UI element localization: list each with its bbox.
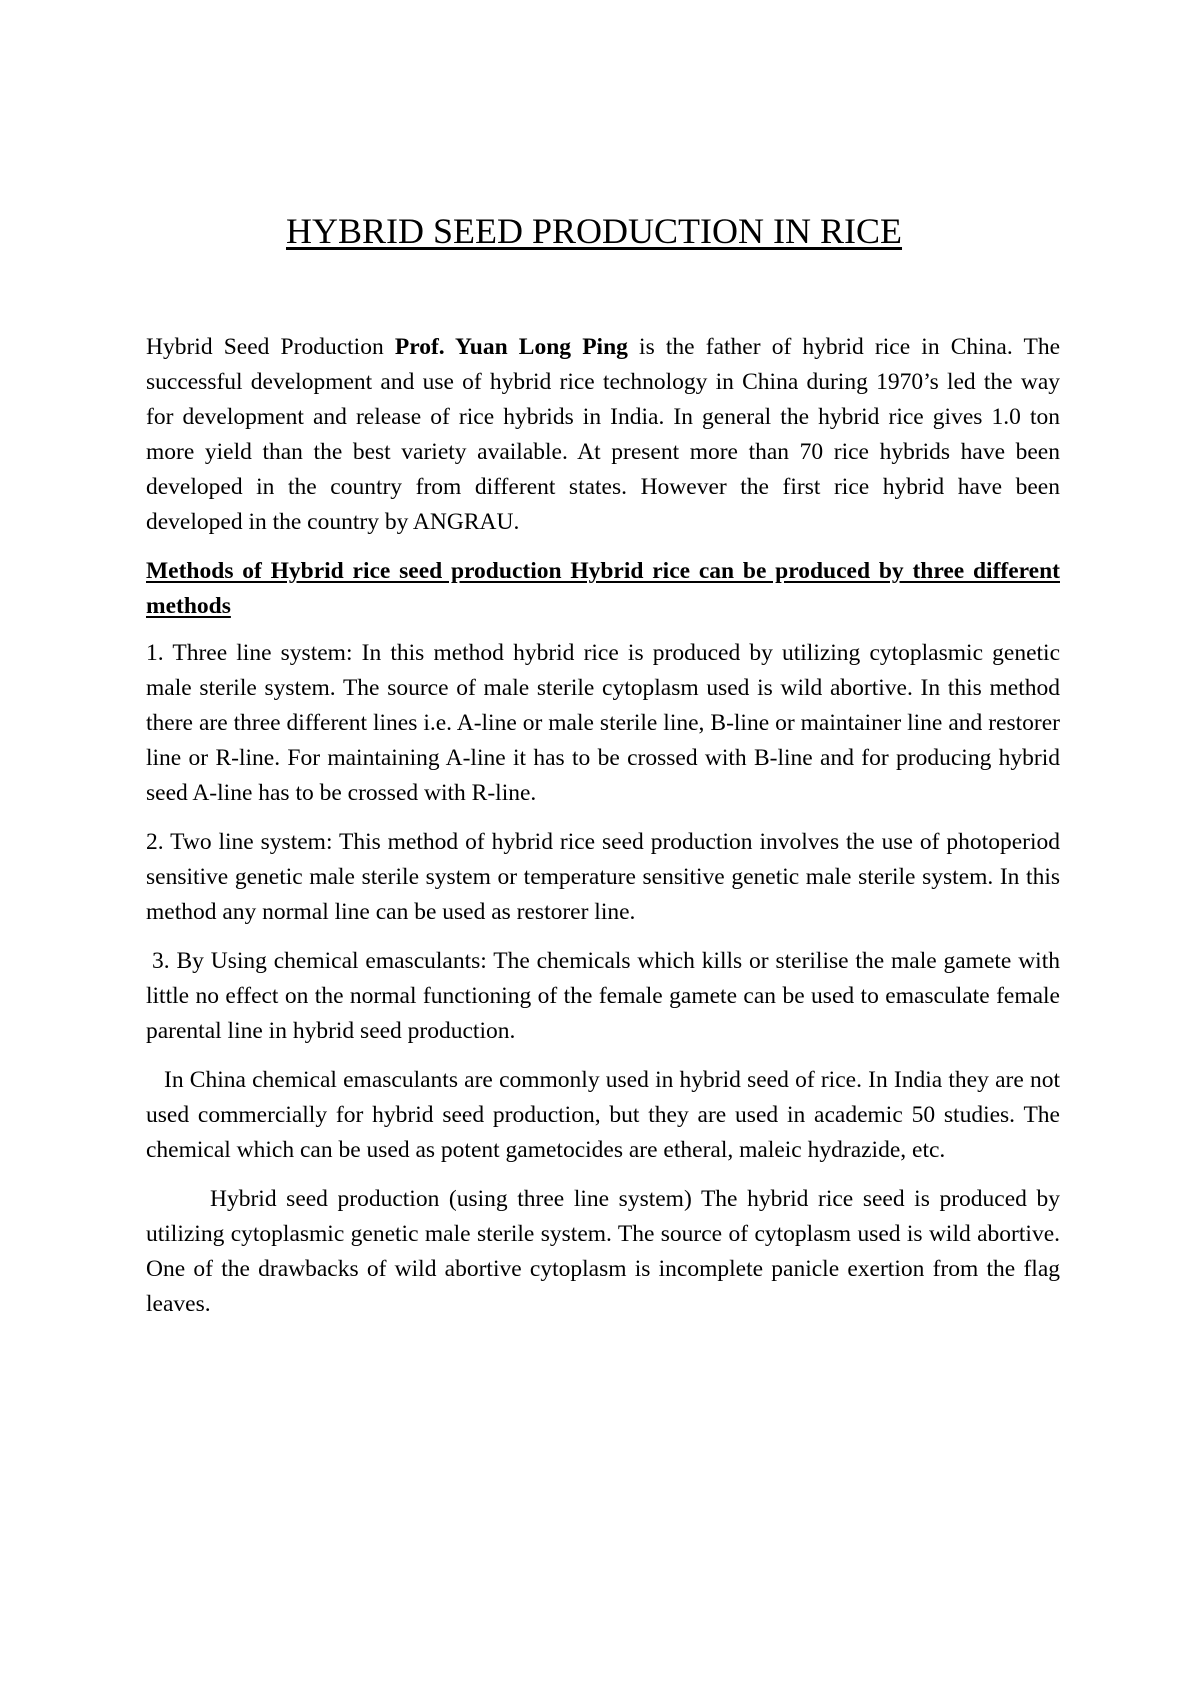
china-paragraph: In China chemical emasculants are commonly used in hybrid seed of rice. In India they are not used commercially for hybrid seed production, but they are used in academic 50 studies. The chemical which can be used as potent gametocides are etheral, maleic hydrazide, etc. [146,1067,1060,1163]
method-1-paragraph: 1. Three line system: In this method hybrid rice is produced by utilizing cytoplasmic genetic male sterile system. The source of male sterile cytoplasm used is wild abortive. In this method there are three different lines i.e. A-line or male sterile line, B-line or maintainer line and restorer line or R-line. For maintaining A-line it has to be crossed with B-line and for producing hybrid seed A-line has to be crossed with R-line. [146,640,1060,806]
intro-lead: Hybrid Seed Production [146,334,395,360]
document-body [146,330,1060,1336]
document-title: HYBRID SEED PRODUCTION IN RICE [286,211,903,251]
intro-paragraph [146,330,1060,540]
three-line-paragraph: Hybrid seed production (using three line system) The hybrid rice seed is produced by utilizing cytoplasmic genetic male sterile system. The source of cytoplasm used is wild abortive. One of the drawbacks of wild abortive cytoplasm is incomplete panicle exertion from the flag leaves. [146,1186,1060,1317]
intro-rest: is the father of hybrid rice in China. The successful development and use of hybrid rice technology in China during 1970’s led the way for development and release of rice hybrids in India. In general the hybrid rice gives 1.0 ton more yield than the best variety available. At present more than 70 rice hybrids have been developed in the country from different states. However the first rice hybrid have been developed in the country by ANGRAU. [146,334,1060,535]
method-2-paragraph: 2. Two line system: This method of hybrid rice seed production involves the use of photoperiod sensitive genetic male sterile system or temperature sensitive genetic male sterile system. In this method any normal line can be used as restorer line. [146,829,1060,925]
method-3-paragraph: 3. By Using chemical emasculants: The chemicals which kills or sterilise the male gamete with little no effect on the normal functioning of the female gamete can be used to emasculate female parental line in hybrid seed production. [146,948,1060,1044]
intro-name-bold: Prof. Yuan Long Ping [394,334,628,360]
methods-heading: Methods of Hybrid rice seed production Hybrid rice can be produced by three different methods [146,558,1060,619]
